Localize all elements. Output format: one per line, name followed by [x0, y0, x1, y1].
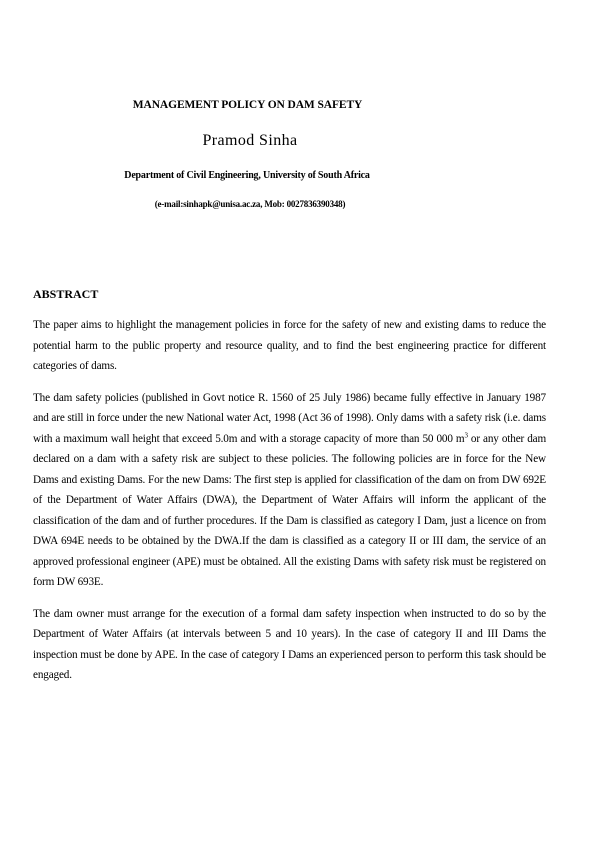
author-name: Pramod Sinha	[202, 132, 298, 149]
author-affiliation: Department of Civil Engineering, University of South Africa	[124, 170, 370, 181]
paper-title: MANAGEMENT POLICY ON DAM SAFETY	[132, 99, 363, 111]
abstract-paragraph: The paper aims to highlight the management policies in force for the safety of new and existing dams to reduce the potential harm to the public property and resource quality, and to find the best engineering practice for different categories of dams.	[33, 319, 546, 372]
abstract-paragraph	[33, 388, 546, 593]
paragraph-text: or any other dam declared on a dam with a safety risk are subject to these policies. The following policies are in force for the New Dams and existing Dams. For the new Dams: The first step is applied for classification of the dam on from DW 692E of the Department of Water Affairs (DWA), the Department of Water Affairs will inform the applicant of the classification of the dam and of further procedures. If the Dam is classified as category I Dam, just a licence on from DWA 694E needs to be obtained by the DWA.If the dam is classified as a category II or III dam, the service of an approved professional engineer (APE) must be obtained. All the existing Dams with safety risk must be registered on form DW 693E.	[33, 432, 547, 588]
author-contact: (e-mail:sinhapk@unisa.ac.za, Mob: 0027836390348)	[154, 199, 346, 209]
abstract-paragraph: The dam owner must arrange for the execution of a formal dam safety inspection when instructed to do so by the Department of Water Affairs (at intervals between 5 and 10 years). In the case of category II and III Dams the inspection must be done by APE. In the case of category I Dams an experienced person to perform this task should be engaged.	[33, 607, 546, 681]
abstract-heading: ABSTRACT	[33, 287, 99, 301]
paragraph-text: The dam safety policies (published in Govt notice R. 1560 of 25 July 1986) became fully effective in January 1987 and are still in force under the new National water Act, 1998 (Act 36 of 1998). Only dams with a safety risk (i.e. dams with a maximum wall height that exceed 5.0m and with a storage capacity of more than 50 000 m	[33, 391, 546, 445]
superscript: 3	[464, 430, 468, 439]
abstract-body	[33, 315, 546, 697]
